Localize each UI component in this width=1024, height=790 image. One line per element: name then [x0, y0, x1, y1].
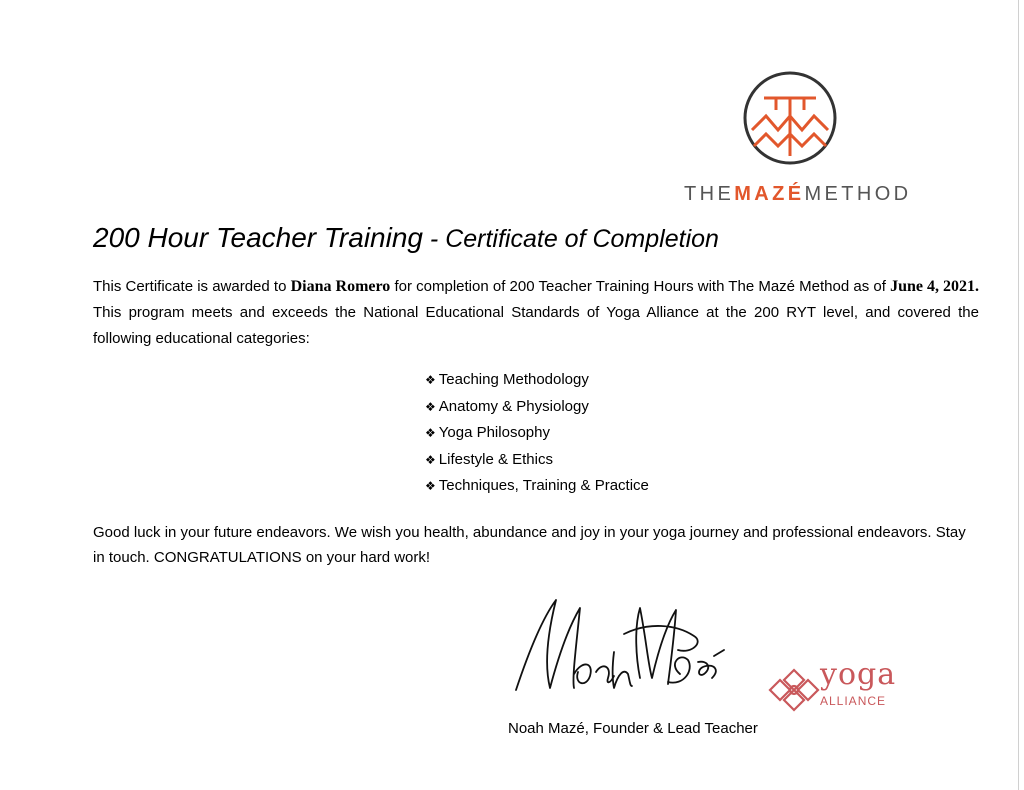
yoga-word: yoga: [820, 657, 897, 692]
title-sub: - Certificate of Completion: [422, 225, 719, 253]
title-main: 200 Hour Teacher Training: [93, 222, 423, 253]
page-edge-line: [1018, 0, 1019, 790]
brand-method: METHOD: [804, 183, 912, 205]
diamond-bullet-icon: ❖: [425, 426, 436, 440]
diamond-bullet-icon: ❖: [425, 479, 436, 493]
yoga-alliance-logo-icon: [766, 666, 822, 714]
maze-method-logo-icon: [742, 70, 838, 166]
award-paragraph: [93, 274, 979, 352]
handwritten-signature-icon: [508, 578, 748, 708]
recipient-name: Diana Romero: [290, 278, 391, 295]
list-item: [425, 473, 649, 500]
signer-name: Noah Mazé, Founder & Lead Teacher: [508, 720, 758, 737]
category-list: [425, 367, 649, 500]
category-label: Techniques, Training & Practice: [438, 477, 649, 494]
yoga-alliance-wordmark: [820, 657, 897, 708]
closing-paragraph: Good luck in your future endeavors. We wish you health, abundance and joy in your yoga journey and professional endeavors. Stay in touch. CONGRATULATIONS on your hard work!: [93, 524, 966, 566]
brand-wordmark: [684, 183, 912, 206]
completion-date: June 4, 2021.: [890, 278, 980, 295]
category-label: Anatomy & Physiology: [438, 397, 589, 415]
category-label: Teaching Methodology: [438, 371, 589, 388]
diamond-bullet-icon: ❖: [425, 373, 436, 387]
brand-maze: MAZÉ: [734, 183, 805, 205]
category-label: Lifestyle & Ethics: [438, 450, 553, 468]
brand-the: THE: [684, 183, 735, 205]
diamond-bullet-icon: ❖: [425, 399, 436, 414]
list-item: [425, 367, 649, 394]
award-text-c: This program meets and exceeds the National Educational Standards of Yoga Alliance at the 200 RYT level, and covered the following educational categories:: [93, 304, 979, 347]
award-text-a: This Certificate is awarded to: [93, 278, 291, 295]
list-item: [425, 420, 649, 447]
certificate-title: [93, 222, 719, 254]
diamond-bullet-icon: ❖: [425, 452, 436, 467]
award-text-b: for completion of 200 Teacher Training Hours with The Mazé Method as of: [390, 278, 891, 295]
list-item: [425, 394, 649, 421]
alliance-word: ALLIANCE: [820, 694, 887, 708]
list-item: [425, 447, 649, 474]
category-label: Yoga Philosophy: [438, 424, 550, 441]
